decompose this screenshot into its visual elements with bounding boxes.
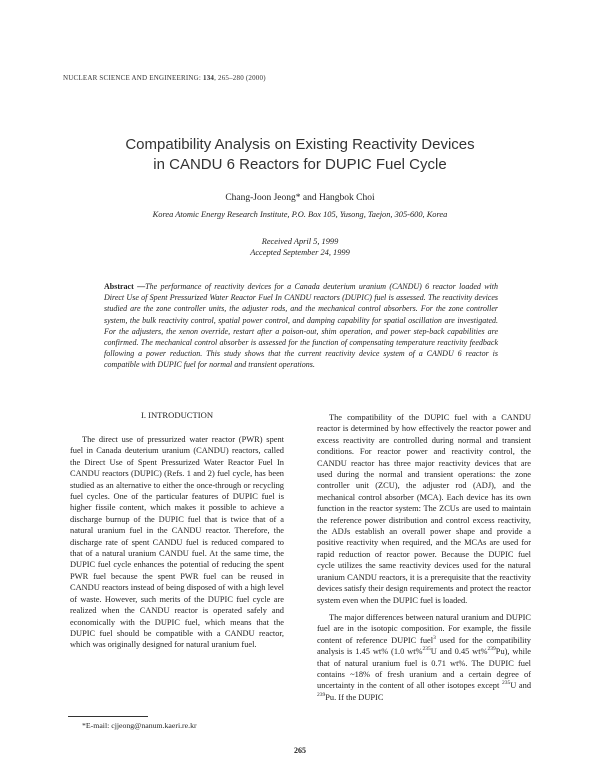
right-paragraph-1: The compatibility of the DUPIC fuel with a CANDU reactor is determined by how effectively the reactor power and excess reactivity are controlled during normal and transient conditions. For reactor power and reactivity control, the CANDU reactor has three major reactivity devices that are used during the normal and transient operations: the zone controller unit (ZCU), the adjuster rod (ADJ), and the mechanical control absorber (MCA). Each device has its own function in the reactor system: The ZCUs are used to maintain the reference power distribution and control excess reactivity, the ADJs establish an overall power shape and provide a positive reactivity when required, and the MCAs are used for rapid reduction of reactor power. Because the DUPIC fuel cycle utilizes the same reactivity devices used for the natural uranium CANDU reactors, it is a prerequisite that the reactivity devices satisfy their design requirements and protect the reactor system even when the DUPIC fuel is loaded. xyxy=(317,413,531,605)
authors: Chang-Joon Jeong* and Hangbok Choi xyxy=(225,193,375,203)
abstract-dash: — xyxy=(133,282,146,291)
right-paragraph-2 xyxy=(317,612,531,703)
abstract-text: The performance of reactivity devices for a Canada deuterium uranium (CANDU) 6 reactor loaded with Direct Use of Spent Pressurized Water Reactor Fuel In CANDU reactors (DUPIC) fuel is assessed. The reactivity devices studied are the zone controller units, the adjuster rods, and the mechanical control absorbers. For the zone controller system, the bulk reactivity control, spatial power control, and damping capability for spatial oscillation are investigated. For the adjusters, the xenon override, restart after a poison-out, shim operation, and power step-back capabilities are confirmed. The mechanical control absorber is assessed for the function of compensating temperature reactivity feedback following a power reduction. This study shows that the current reactivity device system of a CANDU 6 reactor is compatible with DUPIC fuel for normal and transient operations. xyxy=(104,282,499,370)
isotope-239-sup-2: 239 xyxy=(317,691,326,698)
right-p2-text-e: U and xyxy=(510,681,532,691)
page-number: 265 xyxy=(294,746,306,755)
dates xyxy=(60,236,540,258)
abstract xyxy=(104,281,498,371)
received-date: Received April 5, 1999 xyxy=(261,237,339,246)
title-line-1: Compatibility Analysis on Existing Reactivity Devices xyxy=(125,136,475,153)
right-p2-text-b: used for the compatibility analysis is 1.45 wt% (1.0 wt% xyxy=(317,635,531,657)
accepted-date: Accepted September 24, 1999 xyxy=(250,248,350,257)
right-p2-text-a: The major differences between natural uranium and DUPIC fuel are in the isotopic composition. For example, the fissile content of reference DUPIC fuel xyxy=(317,612,531,645)
abstract-label: Abstract xyxy=(104,282,134,291)
section-heading-introduction: I. INTRODUCTION xyxy=(140,410,214,420)
title-line-2: in CANDU 6 Reactors for DUPIC Fuel Cycle xyxy=(153,156,447,173)
journal-pages: , 265–280 (2000) xyxy=(214,74,266,82)
reference-3: 3 xyxy=(433,634,436,641)
right-p2-text-c: U and 0.45 wt% xyxy=(430,647,488,657)
footnote-email: *E-mail: cjjeong@nanum.kaeri.re.kr xyxy=(82,721,197,730)
right-p2-text-f: Pu. If the DUPIC xyxy=(325,692,384,702)
isotope-235-sup: 235 xyxy=(422,646,431,653)
footnote-rule xyxy=(68,716,148,717)
right-p2-text-d: Pu), while that of natural uranium fuel is 0.71 wt%. The DUPIC fuel contains ~18% of fresh uranium and a certain degree of uncertainty in the content of all other isotopes except xyxy=(317,647,531,691)
journal-header xyxy=(63,74,543,82)
left-column xyxy=(70,434,284,651)
journal-name: NUCLEAR SCIENCE AND ENGINEERING: xyxy=(63,74,202,82)
isotope-235-sup-2: 235 xyxy=(501,680,511,687)
intro-paragraph-1: The direct use of pressurized water reactor (PWR) spent fuel in Canada deuterium uranium (CANDU) reactors, called the Direct Use of Spent Pressurized Water Reactor Fuel In CANDU reactors (DUPIC) (Refs. 1 and 2) fuel cycle, has been studied as an alternative to either the once-through or recycling fuel cycles. One of the particular features of DUPIC fuel is higher fissile content, which makes it possible to achieve a discharge burnup of the DUPIC fuel that is twice that of a natural uranium fuel in the CANDU reactor. Therefore, the discharge rate of spent CANDU fuel is reduced compared to that of a natural uranium CANDU fuel. At the same time, the DUPIC fuel cycle enhances the potential of reducing the spent PWR fuel because the spent PWR fuel can be reused in CANDU reactors instead of being disposed of with a high level of waste. However, such merits of the DUPIC fuel cycle are realized when the CANDU reactor is operated safely and economically with the DUPIC fuel, which means that the DUPIC fuel should be compatible with a CANDU reactor, which was originally designed for natural uranium fuel. xyxy=(70,435,284,650)
journal-volume: 134 xyxy=(203,74,215,82)
right-column xyxy=(317,412,531,703)
isotope-239-sup: 239 xyxy=(487,646,496,653)
affiliation: Korea Atomic Energy Research Institute, P.O. Box 105, Yusong, Taejon, 305-600, Korea xyxy=(152,210,448,219)
paper-title xyxy=(60,135,540,175)
